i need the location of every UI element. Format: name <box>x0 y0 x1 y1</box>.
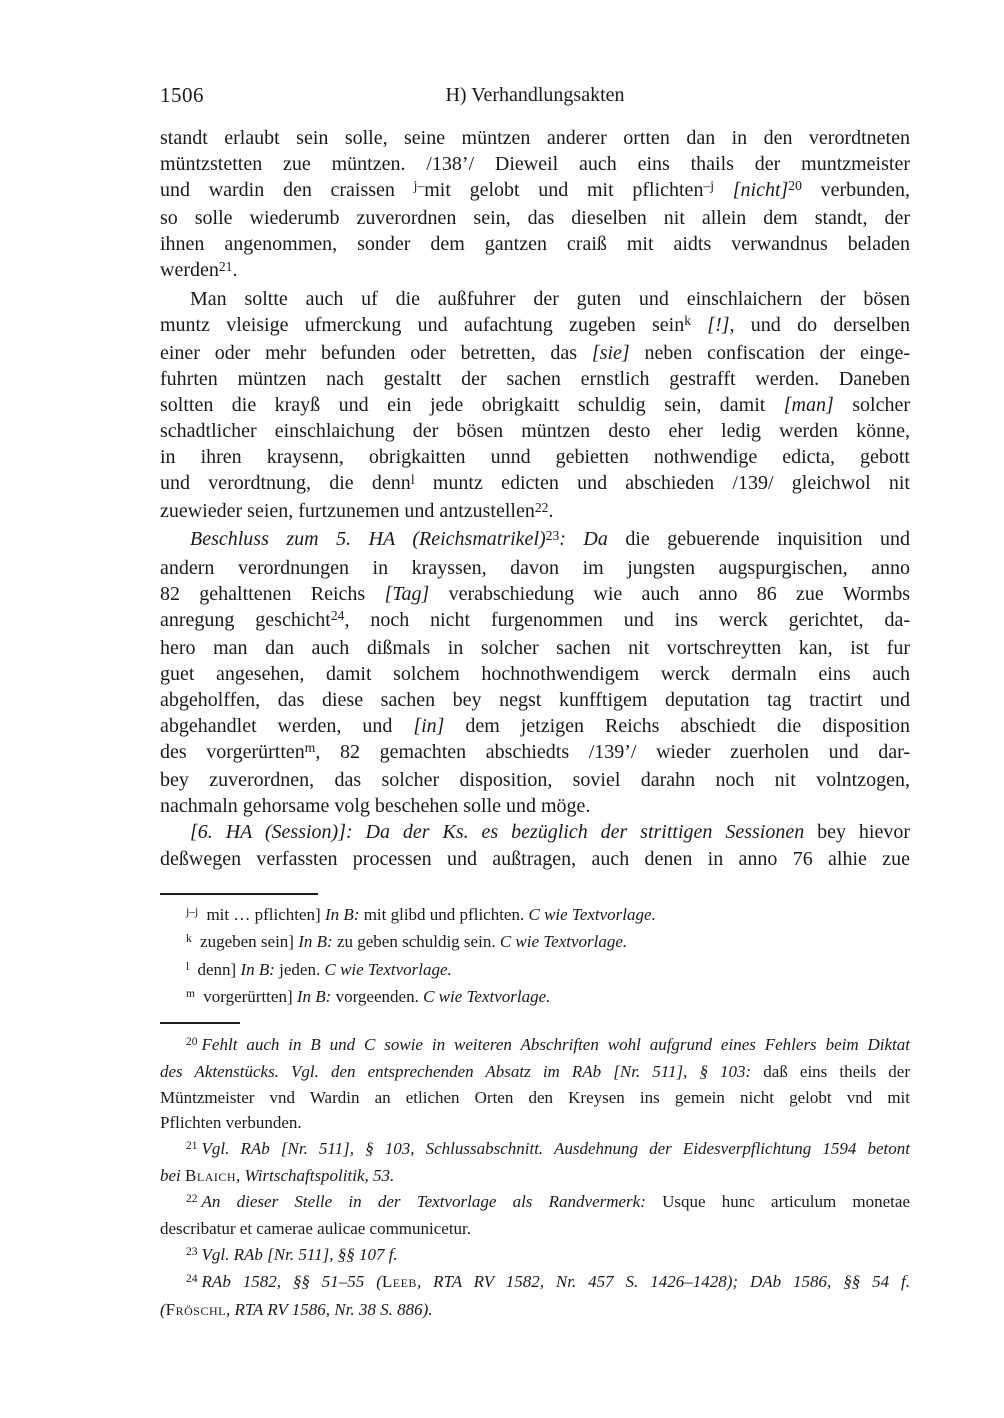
text-line <box>160 1085 910 1111</box>
text-line <box>160 1189 910 1217</box>
text-segment: abgehandlet werden, und <box>160 715 414 738</box>
superscript-marker: 24 <box>186 1272 198 1286</box>
text-line <box>160 312 910 340</box>
text-segment: In B: <box>240 959 275 979</box>
main-text <box>160 125 910 872</box>
text-segment: , RTA RV 1582, Nr. 457 S. 1426–1428); DAb 1586, §§ 54 f. <box>416 1272 910 1292</box>
text-segment: , und do derselben <box>729 313 910 336</box>
text-segment: RAb 1582, §§ 51–55 ( <box>201 1272 382 1292</box>
text-segment: in ihren kraysenn, obrigkaitten unnd gebietten nothwendige edicta, gebott <box>160 446 910 469</box>
text-segment: [6. HA (Session)]: Da der Ks. es bezüglich der strittigen Sessionen <box>190 821 805 844</box>
text-segment: zuewieder seien, furtzunemen und antzustellen <box>160 500 535 523</box>
text-segment: [in] <box>413 715 445 738</box>
superscript-marker: –j <box>703 178 715 194</box>
text-segment: Müntzmeister vnd Wardin an etlichen Orten den Kreysen ins gemein nicht gelobt vnd mit <box>160 1087 910 1107</box>
superscript-marker: 20 <box>788 178 802 194</box>
text-segment: denn] <box>193 959 241 979</box>
text-line <box>160 793 910 819</box>
footnote-separator-rule <box>160 1022 240 1024</box>
superscript-marker: 23 <box>545 527 560 543</box>
text-segment: [man] <box>783 393 834 416</box>
text-line <box>160 902 910 930</box>
text-segment: muntz edicten und abschieden /139/ gleichwol nit <box>414 472 910 495</box>
text-segment: . <box>548 500 554 523</box>
text-segment: bey hievor <box>804 821 910 844</box>
text-segment: die gebuerende inquisition und <box>607 528 910 551</box>
text-segment: müntzstetten zue müntzen. /138’/ Dieweil auch eins thails der muntzmeister <box>160 153 910 176</box>
text-segment <box>714 179 733 201</box>
superscript-marker: j– <box>413 178 425 194</box>
text-segment: nachmaln gehorsame volg beschehen solle und möge. <box>160 795 591 818</box>
text-segment: verabschiedung wie auch anno 86 zue Wormbs <box>429 582 910 605</box>
text-segment: einer oder mehr befunden oder betretten, das <box>160 341 592 364</box>
text-segment: guet angesehen, damit solchem hochnothwendigem werck dermaln eins auch <box>160 662 910 685</box>
text-segment: soltten die krayß und ein jede obrigkaitt schuldig sein, damit <box>160 393 784 416</box>
text-line <box>160 929 910 957</box>
text-segment: daß eins theils der <box>751 1062 910 1082</box>
text-line <box>160 661 910 687</box>
text-line <box>160 767 910 793</box>
text-segment: . <box>232 259 238 282</box>
text-segment: , Wirtschaftspolitik, 53. <box>236 1166 395 1186</box>
text-segment: des Aktenstücks. Vgl. den entsprechenden Absatz im RAb [Nr. 511], § 103: <box>160 1062 752 1082</box>
text-segment: , noch nicht furgenommen und ins werck gerichtet, da- <box>344 608 910 631</box>
text-segment: deßwegen verfassten processen und außtragen, auch denen in anno 76 alhie zue <box>160 847 910 870</box>
superscript-marker: 22 <box>534 499 549 515</box>
text-segment: werden <box>160 259 219 282</box>
text-segment: In B: <box>324 904 360 924</box>
text-segment: , RTA RV 1586, Nr. 38 S. 886). <box>225 1299 433 1319</box>
text-segment: schadtlicher einschlaichung der bösen müntzen desto eher ledig werden könne, <box>160 420 910 443</box>
text-line <box>160 231 910 257</box>
text-segment: zu geben schuldig sein. <box>332 932 500 952</box>
text-line <box>160 1163 910 1189</box>
text-segment: neben confiscation der einge- <box>629 341 910 364</box>
text-line <box>160 286 910 312</box>
text-segment: zugeben sein] <box>195 932 299 952</box>
apparatus-separator-rule <box>160 893 318 895</box>
superscript-marker: j–j <box>186 904 199 918</box>
text-line <box>160 607 910 635</box>
text-segment: C wie Textvorlage. <box>499 932 628 952</box>
text-segment: Beschluss zum 5. HA (Reichsmatrikel) <box>190 528 546 551</box>
text-line <box>160 739 910 767</box>
text-line <box>160 957 910 985</box>
text-segment: [sie] <box>591 341 630 364</box>
text-segment: des vorgerürtten <box>160 741 305 764</box>
text-line <box>160 340 910 366</box>
superscript-marker: l <box>186 959 190 973</box>
text-segment: und wardin den craissen <box>160 179 414 202</box>
text-line <box>160 366 910 392</box>
text-line <box>160 498 910 526</box>
text-line <box>160 819 910 845</box>
text-line <box>160 984 910 1012</box>
text-segment: vorgerürtten] <box>198 987 297 1007</box>
text-line <box>160 687 910 713</box>
text-segment: Leeb <box>381 1272 417 1292</box>
text-line <box>160 1110 910 1136</box>
text-segment: In B: <box>298 932 333 952</box>
text-segment: [nicht] <box>732 179 789 202</box>
text-segment: Vgl. RAb [Nr. 511], §§ 107 f. <box>201 1244 398 1264</box>
text-line <box>160 1032 910 1060</box>
superscript-marker: 24 <box>330 607 345 623</box>
text-segment: Fröschl <box>165 1299 226 1319</box>
text-segment: ( <box>160 1299 166 1319</box>
text-line <box>160 418 910 444</box>
superscript-marker: 22 <box>186 1191 198 1205</box>
text-segment: fuhrten müntzen nach gestaltt der sachen ernstlich gestrafft werden. Daneben <box>160 367 910 390</box>
text-segment: bey zuverordnen, das solcher disposition, soviel darahn noch nit volntzogen, <box>160 769 910 792</box>
superscript-marker: 20 <box>186 1034 198 1048</box>
superscript-marker: 21 <box>218 258 233 274</box>
text-segment: Man soltte auch uf die außfuhrer der guten und einschlaichern der bösen <box>190 287 910 310</box>
text-segment: In B: <box>296 987 332 1007</box>
text-segment: bei <box>160 1166 186 1186</box>
text-segment: [Tag] <box>384 582 430 605</box>
text-line <box>160 444 910 470</box>
superscript-marker: m <box>304 740 316 756</box>
text-segment: [!] <box>707 313 730 336</box>
text-line <box>160 205 910 231</box>
text-segment: so solle wiederumb zuverordnen sein, das dieselben nit allein dem standt, der <box>160 207 910 230</box>
text-segment: Vgl. RAb [Nr. 511], § 103, Schlussabschnitt. Ausdehnung der Eidesverpflichtung 1594 betont <box>201 1138 910 1158</box>
text-segment: muntz vleisige ufmerckung und aufachtung zugeben sein <box>160 313 685 336</box>
text-line <box>160 635 910 661</box>
text-segment: mit glibd und pflichten. <box>359 904 529 924</box>
superscript-marker: k <box>684 312 691 328</box>
text-segment: dem jetzigen Reichs abschiedt die disposition <box>444 715 911 738</box>
text-segment: jeden. <box>274 959 325 979</box>
text-segment: anregung geschicht <box>160 608 331 631</box>
text-line <box>160 526 910 554</box>
critical-apparatus <box>160 902 910 1012</box>
text-segment <box>691 314 707 336</box>
text-segment: verbunden, <box>801 179 911 202</box>
text-segment: mit gelobt und mit pflichten <box>424 179 704 202</box>
text-line <box>160 392 910 418</box>
footnotes <box>160 1032 910 1323</box>
text-segment: C wie Textvorlage. <box>423 987 551 1007</box>
text-line <box>160 177 910 205</box>
text-segment: hero man dan auch dißmals in solcher sachen nit vortschreytten kan, ist fur <box>160 636 910 659</box>
superscript-marker: k <box>186 932 192 946</box>
page-number: 1506 <box>160 83 204 107</box>
text-line <box>160 470 910 498</box>
text-segment: andern verordnungen in krayssen, davon im jungsten augspurgischen, anno <box>160 556 910 579</box>
text-line <box>160 1242 910 1270</box>
superscript-marker: 23 <box>186 1244 198 1258</box>
superscript-marker: m <box>186 987 195 1001</box>
text-segment: C wie Textvorlage. <box>324 959 452 979</box>
text-line <box>160 1136 910 1164</box>
text-segment: ihnen angenommen, sonder dem gantzen craiß mit aidts verwandnus beladen <box>160 233 910 256</box>
text-line <box>160 257 910 285</box>
text-segment: mit … pflichten] <box>202 904 325 924</box>
text-segment: 82 gehalttenen Reichs <box>160 582 385 605</box>
text-segment: C wie Textvorlage. <box>528 904 656 924</box>
text-segment: Blaich <box>185 1166 237 1186</box>
text-segment: vorgeenden. <box>331 987 424 1007</box>
text-segment: Fehlt auch in B und C sowie in weiteren Abschriften wohl aufgrund eines Fehlers beim Diktat <box>201 1034 910 1054</box>
superscript-marker: l <box>410 471 415 487</box>
text-line <box>160 555 910 581</box>
text-segment: standt erlaubt sein solle, seine müntzen anderer ortten dan in den verordtneten <box>160 127 910 149</box>
text-segment: : Da <box>559 528 608 551</box>
text-segment: , 82 gemachten abschiedts /139’/ wieder zuerholen und dar- <box>315 741 910 764</box>
text-segment: Pflichten verbunden. <box>160 1113 302 1133</box>
text-line <box>160 1297 910 1323</box>
text-segment: solcher <box>833 393 910 416</box>
text-segment: Usque hunc articulum monetae <box>645 1191 910 1211</box>
text-line <box>160 1059 910 1085</box>
page-header <box>160 82 910 108</box>
text-line <box>160 151 910 177</box>
text-segment: describatur et camerae aulicae communicetur. <box>160 1219 472 1239</box>
text-line <box>160 713 910 739</box>
text-segment: An dieser Stelle in der Textvorlage als Randvermerk: <box>201 1191 646 1211</box>
text-line <box>160 581 910 607</box>
text-segment: und verordtnung, die denn <box>160 472 411 495</box>
text-column <box>160 82 910 1322</box>
text-line <box>160 846 910 872</box>
running-title: H) Verhandlungsakten <box>445 84 625 106</box>
text-line <box>160 1216 910 1242</box>
text-line <box>160 125 910 151</box>
text-segment: abgeholffen, das diese sachen bey negst kunfftigem deputation tag tractirt und <box>160 688 910 711</box>
superscript-marker: 21 <box>186 1138 198 1152</box>
text-line <box>160 1269 910 1297</box>
